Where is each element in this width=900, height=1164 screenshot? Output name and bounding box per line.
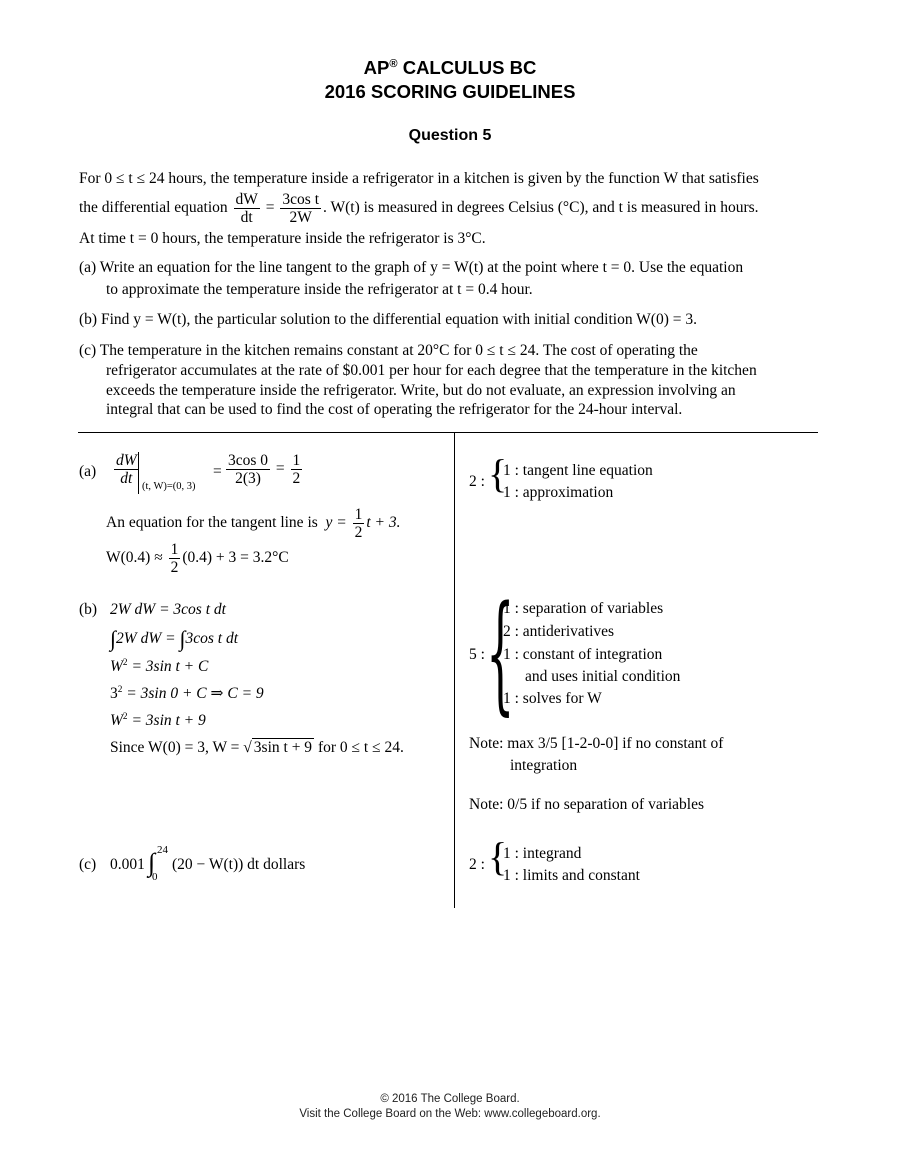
- scoring-c-item-1: 1 : integrand: [503, 845, 582, 862]
- solution-b-line6: Since W(0) = 3, W = √ 3sin t + 9 for 0 ≤ t ≤ 24.: [110, 739, 404, 756]
- scoring-b-points: 5 :: [469, 646, 485, 663]
- table-column-divider: [454, 432, 455, 908]
- problem-intro-line3: At time t = 0 hours, the temperature inside the refrigerator is 3°C.: [79, 230, 486, 247]
- table-top-rule: [78, 432, 818, 433]
- scoring-c-brace: {: [488, 834, 508, 879]
- problem-intro-line2: the differential equation $\frac{dW}{dt}$ = $\frac{\text{3cos t}}{2W}$ . W(t) is measured in degrees Celsius (°C), and t is measured in hours.: [79, 191, 759, 227]
- scoring-b-brace: {: [486, 579, 515, 728]
- evaluation-point: (t, W)=(0, 3): [142, 481, 196, 492]
- solution-c-coef: 0.001: [110, 856, 145, 873]
- page-title: AP® CALCULUS BC: [363, 57, 537, 78]
- scoring-b-item-1: 1 : separation of variables: [503, 600, 664, 617]
- tangent-line-equation: An equation for the tangent line is y = $\frac{1}{2}$ t + 3.: [106, 506, 401, 542]
- scoring-c-points: 2 :: [469, 856, 485, 873]
- integral-lower-limit: 0: [152, 871, 158, 883]
- scoring-c-item-2: 1 : limits and constant: [503, 867, 640, 884]
- problem-intro-line1: For 0 ≤ t ≤ 24 hours, the temperature inside a refrigerator in a kitchen is given by the function W that satisfies: [79, 170, 759, 187]
- part-b-prompt: (b) Find y = W(t), the particular solution to the differential equation with initial condition W(0) = 3.: [79, 311, 697, 328]
- tangent-approximation: W(0.4) ≈ $\frac{1}{2}$ (0.4) + 3 = 3.2°C: [106, 541, 289, 577]
- solution-b-line2: ∫2W dW = ∫3cos t dt: [110, 626, 239, 651]
- scoring-b-note1: Note: max 3/5 [1-2-0-0] if no constant of: [469, 735, 724, 752]
- solution-a-eq: =: [213, 463, 222, 480]
- de-lhs-fraction: $\frac{dW}{dt}$: [235, 191, 258, 227]
- scoring-b-item-2: 2 : antiderivatives: [503, 623, 615, 640]
- solution-a-label: (a): [79, 463, 97, 480]
- de-rhs-fraction: $\frac{\text{3cos t}}{2W}$: [282, 191, 319, 227]
- scoring-b-item-3: 1 : constant of integration: [503, 646, 663, 663]
- part-a-prompt-line1: (a) Write an equation for the line tangent to the graph of y = W(t) at the point where t = 0. Use the equation: [79, 259, 744, 276]
- evaluation-bar: [138, 452, 139, 494]
- page-subtitle: 2016 SCORING GUIDELINES: [324, 81, 576, 102]
- derivative-fraction: $\frac{dW}{dt}$: [116, 452, 137, 488]
- solution-c-label: (c): [79, 856, 97, 873]
- scoring-a-item-1: 1 : tangent line equation: [503, 462, 653, 479]
- part-c-prompt-line2: refrigerator accumulates at the rate of $0.001 per hour for each degree that the temperature in the kitchen: [106, 362, 757, 379]
- solution-a-derivative: [112, 452, 141, 487]
- scoring-b-item-3-cont: and uses initial condition: [525, 668, 681, 685]
- part-c-prompt-line3: exceeds the temperature inside the refrigerator. Write, but do not evaluate, an expression involving an: [106, 382, 736, 399]
- scoring-b-item-4: 1 : solves for W: [503, 690, 602, 707]
- scoring-b-note1-cont: integration: [510, 757, 578, 774]
- scoring-a-item-2: 1 : approximation: [503, 484, 614, 501]
- solution-b-label: (b): [79, 601, 98, 618]
- part-c-prompt-line4: integral that can be used to find the cost of operating the refrigerator for the 24-hour interval.: [106, 401, 683, 418]
- scoring-b-note2: Note: 0/5 if no separation of variables: [469, 796, 705, 813]
- part-a-prompt-line2: to approximate the temperature inside the refrigerator at t = 0.4 hour.: [106, 281, 533, 298]
- solution-a-value: $\frac{3\cos 0}{2(3)}$ = $\frac{1}{2}$: [228, 452, 301, 488]
- solution-b-line4: $3^2 = 3\sin$ 0 + C ⇒ C = 9: [110, 684, 264, 702]
- scoring-a-points: 2 :: [469, 473, 485, 490]
- solution-c-integrand: (20 − W(t)) dt dollars: [172, 856, 306, 873]
- registered-mark: ®: [389, 57, 398, 70]
- part-c-prompt-line1: (c) The temperature in the kitchen remains constant at 20°C for 0 ≤ t ≤ 24. The cost of operating the: [79, 342, 698, 359]
- solution-b-line5: $W^2 = 3\sin$ t + 9: [110, 711, 206, 729]
- question-heading: Question 5: [408, 127, 492, 144]
- scoring-a-brace: {: [488, 451, 508, 496]
- footer-website: Visit the College Board on the Web: www.collegeboard.org.: [299, 1108, 601, 1120]
- footer-copyright: © 2016 The College Board.: [380, 1093, 520, 1105]
- solution-b-line3: $W^2 = 3\sin$ t + C: [110, 657, 209, 675]
- solution-b-line1: 2W dW = 3cos t dt: [110, 601, 226, 618]
- integral-sign: ∫: [148, 848, 156, 877]
- integral-upper-limit: 24: [157, 844, 168, 856]
